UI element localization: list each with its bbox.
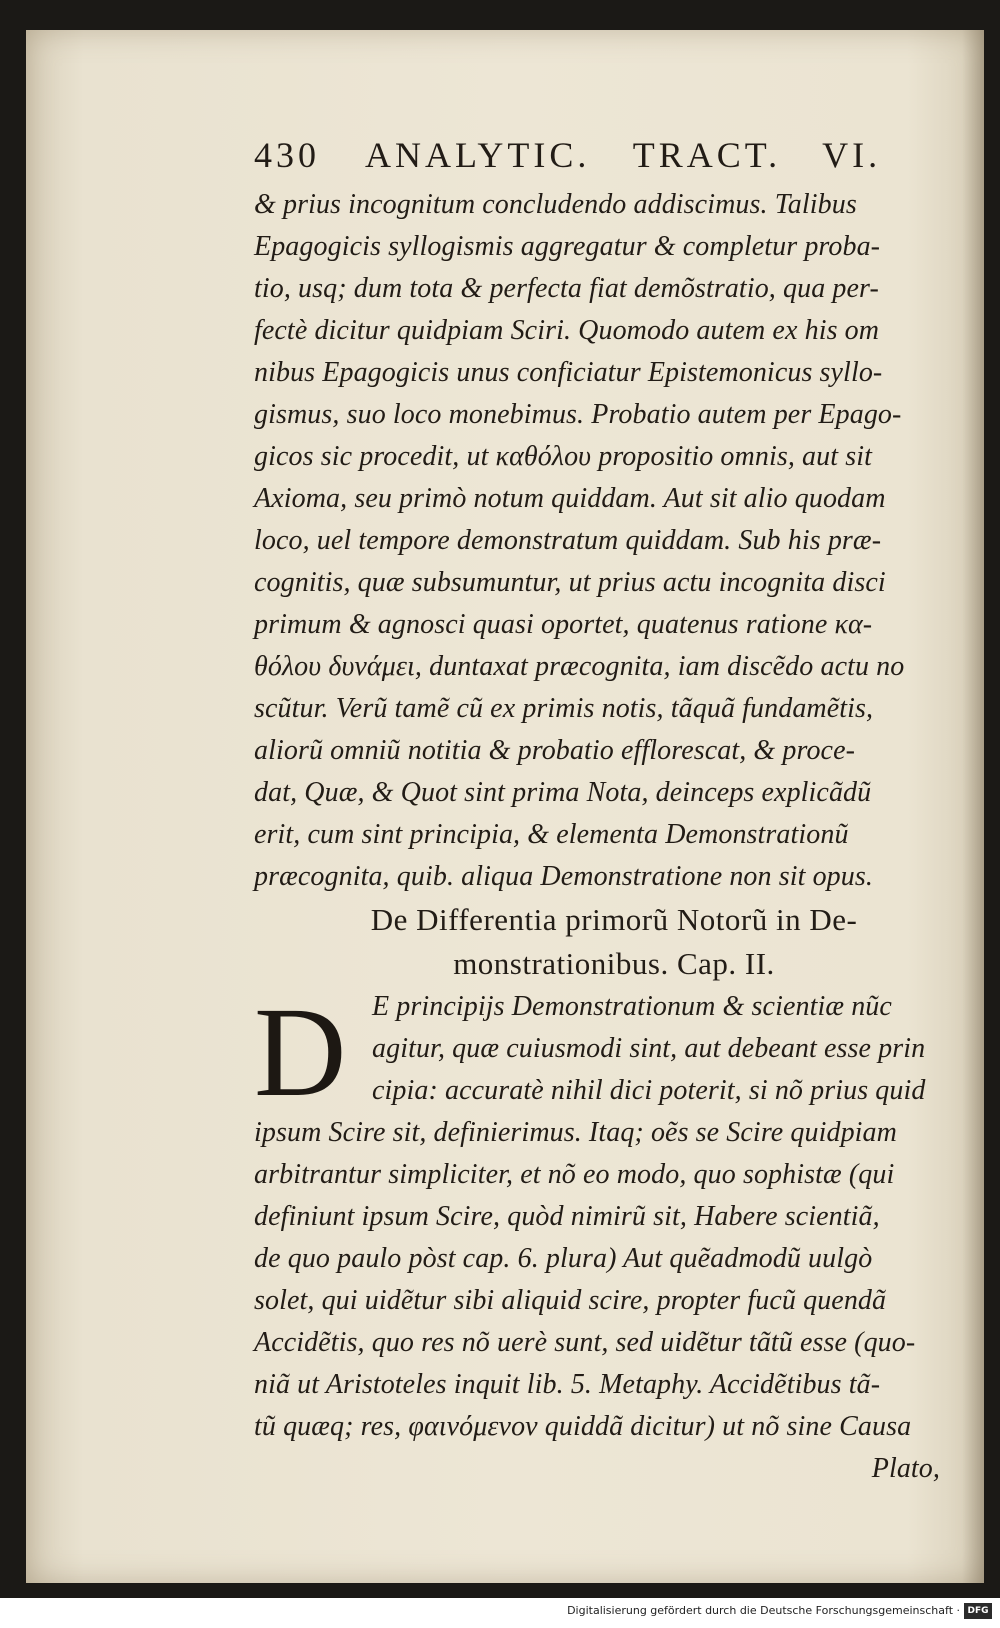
text-line: definiunt ipsum Scire, quòd nimirũ sit, Habere scientiã,: [254, 1201, 880, 1232]
running-title: ANALYTIC.: [365, 135, 591, 175]
text-line: primum & agnosci quasi oportet, quatenus ratione κα-: [254, 609, 873, 640]
text-line: nibus Epagogicis unus conficiatur Epistemonicus syllo-: [254, 357, 883, 388]
chapter-heading-line-1: De Differentia primorũ Notorũ in De-: [370, 902, 858, 937]
paragraph-2: [254, 981, 974, 1448]
text-line: gicos sic procedit, ut καθόλου propositio omnis, aut sit: [254, 441, 872, 472]
text-line: dat, Quæ, & Quot sint prima Nota, deinceps explicãdũ: [254, 777, 872, 808]
running-head: [254, 126, 974, 184]
running-chapter: VI.: [822, 135, 882, 175]
drop-cap-initial: D: [254, 981, 347, 1123]
chapter-heading: [254, 898, 974, 986]
page-number: 430: [254, 135, 320, 175]
text-line: Axioma, seu primò notum quiddam. Aut sit alio quodam: [254, 483, 886, 514]
book-page: [26, 30, 984, 1583]
text-line: fectè dicitur quidpiam Sciri. Quomodo autem ex his om: [254, 315, 880, 346]
text-line: θόλου δυνάμει, duntaxat præcognita, iam discẽdo actu no: [254, 651, 905, 682]
text-line: tũ quæq; res, φαινόμενον quiddã dicitur) ut nõ sine Causa: [254, 1411, 912, 1442]
dfg-logo-icon: DFG: [964, 1603, 992, 1619]
text-line: cipia: accuratè nihil dici poterit, si nõ prius quid: [372, 1075, 926, 1106]
running-section: TRACT.: [632, 135, 782, 175]
text-line: arbitrantur simpliciter, et nõ eo modo, quo sophistæ (qui: [254, 1159, 895, 1190]
text-line: agitur, quæ cuiusmodi sint, aut debeant esse prin: [372, 1033, 926, 1064]
text-line: ipsum Scire sit, definierimus. Itaq; oẽs se Scire quidpiam: [254, 1117, 897, 1148]
text-line: & prius incognitum concludendo addiscimus. Talibus: [254, 189, 857, 220]
text-line: Accidẽtis, quo res nõ uerè sunt, sed uidẽtur tãtũ esse (quo-: [254, 1327, 916, 1358]
text-line: solet, qui uidẽtur sibi aliquid scire, propter fucũ quendã: [254, 1285, 887, 1316]
text-block: [254, 126, 974, 1490]
text-line: scũtur. Verũ tamẽ cũ ex primis notis, tãquã fundamẽtis,: [254, 693, 874, 724]
text-line: loco, uel tempore demonstratum quiddam. Sub his præ-: [254, 525, 882, 556]
digitization-footer: [0, 1598, 1000, 1628]
text-line: erit, cum sint principia, & elementa Demonstrationũ: [254, 819, 849, 850]
text-line: de quo paulo pòst cap. 6. plura) Aut quẽadmodũ uulgò: [254, 1243, 873, 1274]
text-line: E principijs Demonstrationum & scientiæ nũc: [372, 991, 892, 1022]
text-line: cognitis, quæ subsumuntur, ut prius actu incognita disci: [254, 567, 886, 598]
catchword: Plato,: [871, 1453, 940, 1484]
text-line: Epagogicis syllogismis aggregatur & completur proba-: [254, 231, 881, 262]
text-line: tio, usq; dum tota & perfecta fiat demõstratio, qua per-: [254, 273, 879, 304]
paragraph-1: [254, 184, 974, 898]
chapter-heading-line-2: monstrationibus. Cap. II.: [453, 946, 775, 981]
text-line: præcognita, quib. aliqua Demonstratione non sit opus.: [254, 861, 873, 892]
text-line: niã ut Aristoteles inquit lib. 5. Metaphy. Accidẽtibus tã-: [254, 1369, 881, 1400]
text-line: gismus, suo loco monebimus. Probatio autem per Epago-: [254, 399, 902, 430]
digitization-credit: Digitalisierung gefördert durch die Deutsche Forschungsgemeinschaft ·: [567, 1604, 960, 1617]
text-line: aliorũ omniũ notitia & probatio efflorescat, & proce-: [254, 735, 856, 766]
